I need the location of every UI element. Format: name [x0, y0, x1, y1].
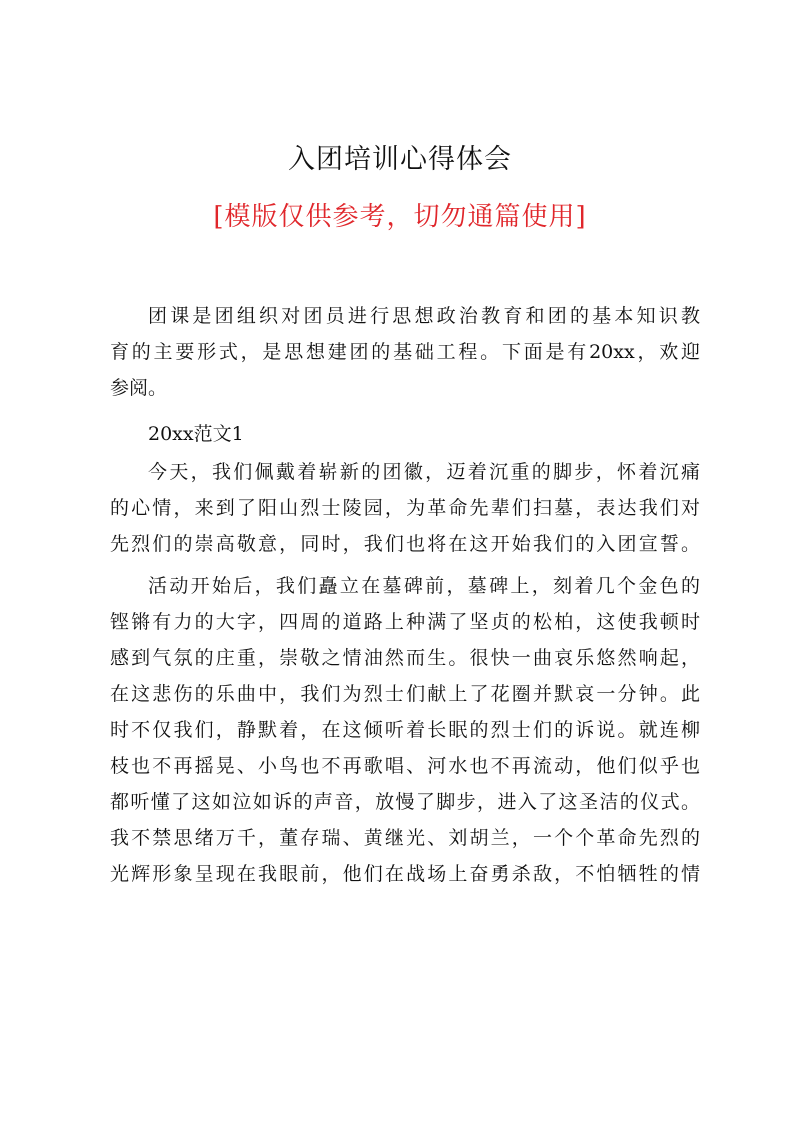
text-line: 时不仅我们，静默着，在这倾听着长眠的烈士们的诉说。就连柳	[110, 719, 700, 741]
document-body	[110, 298, 700, 892]
text-line: 我不禁思绪万千，董存瑞、黄继光、刘胡兰，一个个革命先烈的	[110, 827, 700, 849]
text-line: 20xx范文1	[148, 423, 244, 445]
text-line: 团课是团组织对团员进行思想政治教育和团的基本知识教	[148, 305, 700, 327]
text-line: 先烈们的崇高敬意，同时，我们也将在这开始我们的入团宣誓。	[110, 533, 700, 555]
paragraph-intro	[110, 298, 700, 406]
text-line: 的心情，来到了阳山烈士陵园，为革命先辈们扫墓，表达我们对	[110, 497, 700, 519]
text-line: 都听懂了这如泣如诉的声音，放慢了脚步，进入了这圣洁的仪式。	[110, 791, 700, 813]
text-line: 育的主要形式，是思想建团的基础工程。下面是有20xx，欢迎	[110, 341, 700, 363]
template-notice: [模版仅供参考，切勿通篇使用]	[213, 202, 587, 232]
text-line: 铿锵有力的大字，四周的道路上种满了坚贞的松柏，这使我顿时	[110, 611, 700, 633]
text-line: 在这悲伤的乐曲中，我们为烈士们献上了花圈并默哀一分钟。此	[110, 683, 700, 705]
text-line: 活动开始后，我们矗立在墓碑前，墓碑上，刻着几个金色的	[148, 575, 700, 597]
section-label	[110, 416, 700, 452]
paragraph-1	[110, 454, 700, 562]
document-title: 入团培训心得体会	[288, 144, 512, 175]
text-line: 枝也不再摇晃、小鸟也不再歌唱、河水也不再流动，他们似乎也	[110, 755, 700, 777]
text-line: 今天，我们佩戴着崭新的团徽，迈着沉重的脚步，怀着沉痛	[148, 461, 700, 483]
text-line: 感到气氛的庄重，崇敬之情油然而生。很快一曲哀乐悠然响起，	[110, 647, 700, 669]
text-line: 参阅。	[110, 377, 168, 399]
paragraph-2	[110, 568, 700, 892]
text-line: 光辉形象呈现在我眼前，他们在战场上奋勇杀敌，不怕牺牲的情	[110, 863, 700, 885]
